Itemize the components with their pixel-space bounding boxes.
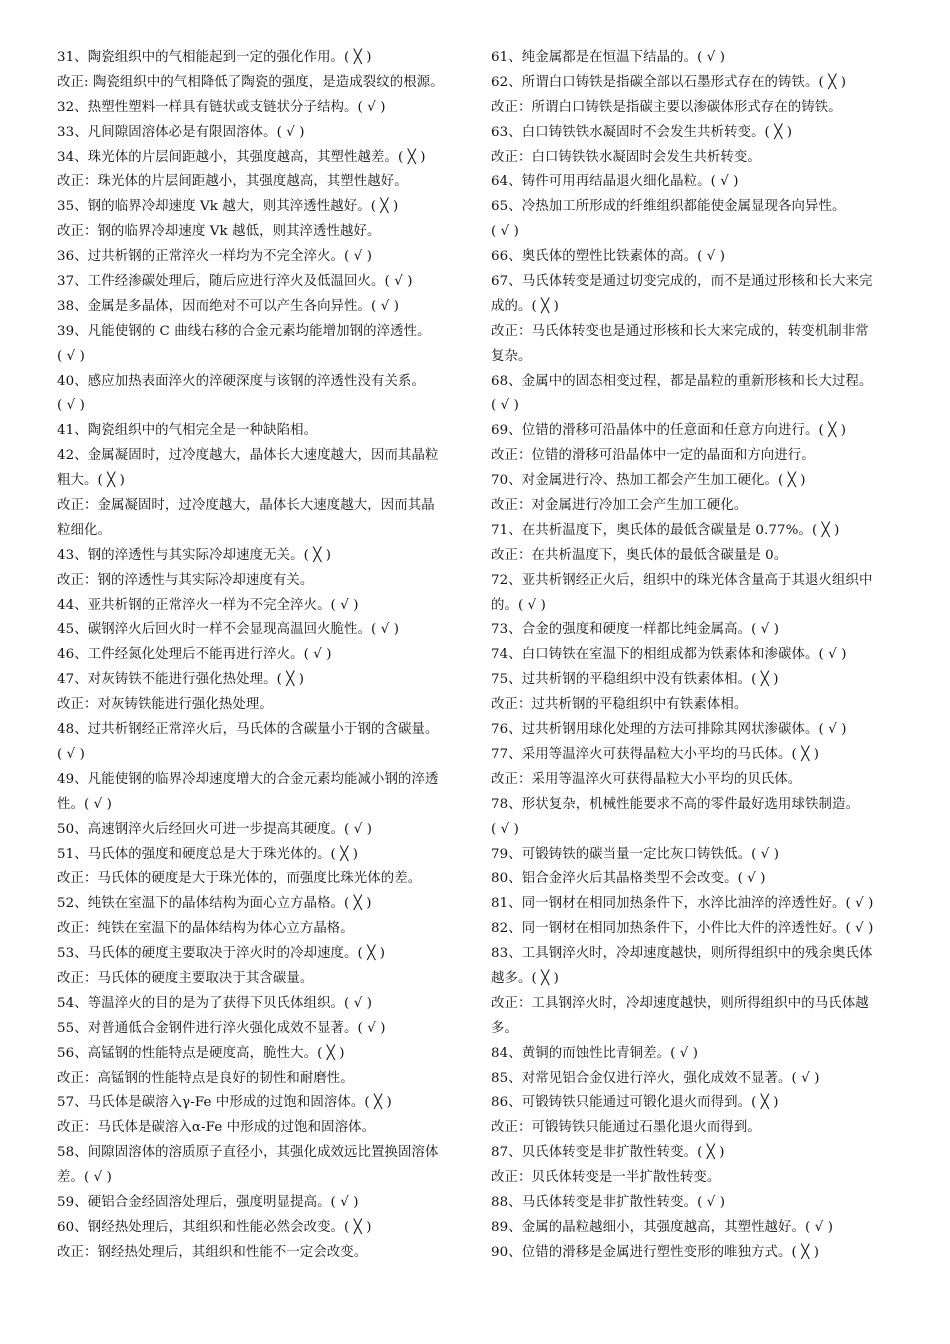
text-line: 63、白口铸铁铁水凝固时不会发生共析转变。( ╳ ) xyxy=(491,124,793,140)
text-line: 71、在共析温度下，奥氏体的最低含碳量是 0.77%。( ╳ ) xyxy=(491,522,840,538)
text-line: 61、纯金属都是在恒温下结晶的。( √ ) xyxy=(491,50,726,65)
text-line: 86、可锻铸铁只能通过可锻化退火而得到。( ╳ ) xyxy=(491,1095,779,1111)
text-line: 83、工具钢淬火时，冷却速度越快，则所得组织中的残余奥氏体 xyxy=(491,946,873,962)
text-line: 82、同一钢材在相同加热条件下，小件比大件的淬透性好。( √ ) xyxy=(491,921,874,937)
text-line: 复杂。 xyxy=(491,348,532,364)
text-line: 50、高速钢淬火后经回火可进一步提高其硬度。( √ ) xyxy=(57,821,373,837)
text-line: 56、高锰钢的性能特点是硬度高，脆性大。( ╳ ) xyxy=(57,1045,345,1061)
text-line: 48、过共析钢经正常淬火后，马氏体的含碳量小于钢的含碳量。 xyxy=(57,722,439,738)
text-line: 改正：高锰钢的性能特点是良好的韧性和耐磨性。 xyxy=(57,1070,354,1086)
text-line: 85、对常见铝合金仅进行淬火，强化成效不显著。( √ ) xyxy=(491,1070,820,1086)
text-line: 改正：钢的淬透性与其实际冷却速度有关。 xyxy=(57,572,314,588)
text-line: 75、过共析钢的平稳组织中没有铁素体相。( ╳ ) xyxy=(491,672,779,688)
text-line: 改正：白口铸铁铁水凝固时会发生共析转变。 xyxy=(491,149,761,165)
text-line: 越多。( ╳ ) xyxy=(491,970,559,986)
text-line: 多。 xyxy=(491,1020,518,1036)
text-line: 改正：工具钢淬火时，冷却速度越快，则所得组织中的马氏体越 xyxy=(491,995,869,1011)
text-line: 成的。( ╳ ) xyxy=(491,298,559,314)
text-line: 77、采用等温淬火可获得晶粒大小平均的马氏体。( ╳ ) xyxy=(491,746,820,762)
text-line: 59、硬铝合金经固溶处理后，强度明显提高。( √ ) xyxy=(57,1194,359,1210)
text-line: 90、位错的滑移是金属进行塑性变形的唯独方式。( ╳ ) xyxy=(491,1244,820,1260)
text-line: ( √ ) xyxy=(491,224,519,240)
text-line: 80、铝合金淬火后其晶格类型不会改变。( √ ) xyxy=(491,871,766,887)
text-line: 89、金属的晶粒越细小，其强度越高，其塑性越好。( √ ) xyxy=(491,1219,834,1235)
text-line: 79、可锻铸铁的碳当量一定比灰口铸铁低。( √ ) xyxy=(491,846,780,862)
text-line: 性。( √ ) xyxy=(57,796,112,812)
text-line: 的。( √ ) xyxy=(491,597,546,613)
text-line: 改正：金属凝固时，过冷度越大，晶体长大速度越大，因而其晶 xyxy=(57,498,435,514)
text-line: 改正：钢的临界冷却速度 Vk 越低，则其淬透性越好。 xyxy=(57,224,381,240)
text-line: 改正：过共析钢的平稳组织中有铁素体相。 xyxy=(491,697,748,713)
text-line: 改正：对金属进行冷加工会产生加工硬化。 xyxy=(491,498,748,514)
text-line: ( √ ) xyxy=(57,348,85,364)
text-line: 47、对灰铸铁不能进行强化热处理。( ╳ ) xyxy=(57,672,305,688)
text-line: 52、纯铁在室温下的晶体结构为面心立方晶格。( ╳ ) xyxy=(57,896,372,912)
text-line: 改正：马氏体的硬度主要取决于其含碳量。 xyxy=(57,970,314,986)
text-line: 39、凡能使钢的 C 曲线右移的合金元素均能增加钢的淬透性。 xyxy=(57,323,431,339)
text-line: 34、珠光体的片层间距越小，其强度越高，其塑性越差。( ╳ ) xyxy=(57,149,426,165)
text-line: 64、铸件可用再结晶退火细化晶粒。( √ ) xyxy=(491,174,739,190)
text-line: 58、间隙固溶体的溶质原子直径小，其强化成效远比置换固溶体 xyxy=(57,1145,439,1161)
text-line: 45、碳钢淬火后回火时一样不会显现高温回火脆性。( √ ) xyxy=(57,622,400,638)
text-line: ( √ ) xyxy=(491,821,519,837)
text-line: 改正：马氏体是碳溶入α-Fe 中形成的过饱和固溶体。 xyxy=(57,1120,376,1136)
text-line: 改正：珠光体的片层间距越小，其强度越高，其塑性越好。 xyxy=(57,174,408,190)
text-line: 44、亚共析钢的正常淬火一样为不完全淬火。( √ ) xyxy=(57,597,359,613)
text-line: 42、金属凝固时，过冷度越大，晶体长大速度越大，因而其晶粒 xyxy=(57,448,439,464)
text-line: 36、过共析钢的正常淬火一样均为不完全淬火。( √ ) xyxy=(57,249,373,265)
text-line: 43、钢的淬透性与其实际冷却速度无关。( ╳ ) xyxy=(57,547,332,563)
left-column xyxy=(57,46,470,1266)
text-line: ( √ ) xyxy=(491,398,519,414)
text-line: 73、合金的强度和硬度一样都比纯金属高。( √ ) xyxy=(491,622,780,638)
text-line: 37、工件经渗碳处理后，随后应进行淬火及低温回火。( √ ) xyxy=(57,274,413,290)
text-line: 改正：采用等温淬火可获得晶粒大小平均的贝氏体。 xyxy=(491,771,802,787)
text-line: 65、冷热加工所形成的纤维组织都能使金属显现各向异性。 xyxy=(491,199,846,215)
right-column xyxy=(491,46,903,1266)
text-line: 74、白口铸铁在室温下的相组成都为铁素体和渗碳体。( √ ) xyxy=(491,647,847,663)
text-line: 55、对普通低合金钢件进行淬火强化成效不显著。( √ ) xyxy=(57,1020,386,1036)
text-line: 改正：马氏体转变也是通过形核和长大来完成的，转变机制非常 xyxy=(491,323,869,339)
text-line: 35、钢的临界冷却速度 Vk 越大，则其淬透性越好。( ╳ ) xyxy=(57,199,399,215)
text-line: 57、马氏体是碳溶入γ-Fe 中形成的过饱和固溶体。( ╳ ) xyxy=(57,1095,392,1111)
text-line: 改正：所谓白口铸铁是指碳主要以渗碳体形式存在的铸铁。 xyxy=(491,99,842,115)
text-line: 67、马氏体转变是通过切变完成的，而不是通过形核和长大来完 xyxy=(491,274,873,290)
text-line: 69、位错的滑移可沿晶体中的任意面和任意方向进行。( ╳ ) xyxy=(491,423,847,439)
text-line: 49、凡能使钢的临界冷却速度增大的合金元素均能减小钢的淬透 xyxy=(57,771,439,787)
text-line: 33、凡间隙固溶体必是有限固溶体。( √ ) xyxy=(57,124,305,140)
text-line: 31、陶瓷组织中的气相能起到一定的强化作用。( ╳ ) xyxy=(57,50,372,65)
text-line: 62、所谓白口铸铁是指碳全部以石墨形式存在的铸铁。( ╳ ) xyxy=(491,74,847,90)
text-line: 32、热塑性塑料一样具有链状或支链状分子结构。( √ ) xyxy=(57,99,386,115)
text-line: 78、形状复杂，机械性能要求不高的零件最好选用球铁制造。 xyxy=(491,796,859,812)
text-line: 81、同一钢材在相同加热条件下，水淬比油淬的淬透性好。( √ ) xyxy=(491,896,874,912)
text-line: 76、过共析钢用球化处理的方法可排除其网状渗碳体。( √ ) xyxy=(491,722,847,738)
text-line: 87、贝氏体转变是非扩散性转变。( ╳ ) xyxy=(491,1145,725,1161)
text-line: 40、感应加热表面淬火的淬硬深度与该钢的淬透性没有关系。 xyxy=(57,373,425,389)
text-line: 改正：钢经热处理后，其组织和性能不一定会改变。 xyxy=(57,1244,368,1260)
text-line: 改正：对灰铸铁能进行强化热处理。 xyxy=(57,697,273,713)
text-line: 41、陶瓷组织中的气相完全是一种缺陷相。 xyxy=(57,423,318,439)
text-line: 84、黄铜的而蚀性比青铜差。( √ ) xyxy=(491,1045,699,1061)
text-line: 改正：可锻铸铁只能通过石墨化退火而得到。 xyxy=(491,1120,761,1136)
text-line: 53、马氏体的硬度主要取决于淬火时的冷却速度。( ╳ ) xyxy=(57,946,386,962)
text-line: 51、马氏体的强度和硬度总是大于珠光体的。( ╳ ) xyxy=(57,846,359,862)
text-line: 粒细化。 xyxy=(57,522,111,538)
text-line: 72、亚共析钢经正火后，组织中的珠光体含量高于其退火组织中 xyxy=(491,572,873,588)
text-line: ( √ ) xyxy=(57,398,85,414)
text-line: 改正：纯铁在室温下的晶体结构为体心立方晶格。 xyxy=(57,921,354,937)
text-line: 粗大。( ╳ ) xyxy=(57,473,125,489)
text-line: 54、等温淬火的目的是为了获得下贝氏体组织。( √ ) xyxy=(57,995,373,1011)
text-line: 68、金属中的固态相变过程，都是晶粒的重新形核和长大过程。 xyxy=(491,373,873,389)
text-line: 60、钢经热处理后，其组织和性能必然会改变。( ╳ ) xyxy=(57,1219,372,1235)
text-line: 88、马氏体转变是非扩散性转变。( √ ) xyxy=(491,1194,726,1210)
text-line: 46、工件经氮化处理后不能再进行淬火。( √ ) xyxy=(57,647,332,663)
text-line: 70、对金属进行冷、热加工都会产生加工硬化。( ╳ ) xyxy=(491,473,806,489)
text-line: 改正：马氏体的硬度是大于珠光体的，而强度比珠光体的差。 xyxy=(57,871,422,887)
text-line: ( √ ) xyxy=(57,746,85,762)
text-line: 66、奥氏体的塑性比铁素体的高。( √ ) xyxy=(491,249,726,265)
text-line: 38、金属是多晶体，因而绝对不可以产生各向异性。( √ ) xyxy=(57,298,400,314)
text-line: 改正：在共析温度下，奥氏体的最低含碳量是 0。 xyxy=(491,547,788,563)
text-line: 改正：贝氏体转变是一半扩散性转变。 xyxy=(491,1170,721,1186)
text-line: 差。( √ ) xyxy=(57,1170,112,1186)
text-line: 改正：位错的滑移可沿晶体中一定的晶面和方向进行。 xyxy=(491,448,815,464)
text-line: 改正: 陶瓷组织中的气相降低了陶瓷的强度，是造成裂纹的根源。 xyxy=(57,74,444,90)
